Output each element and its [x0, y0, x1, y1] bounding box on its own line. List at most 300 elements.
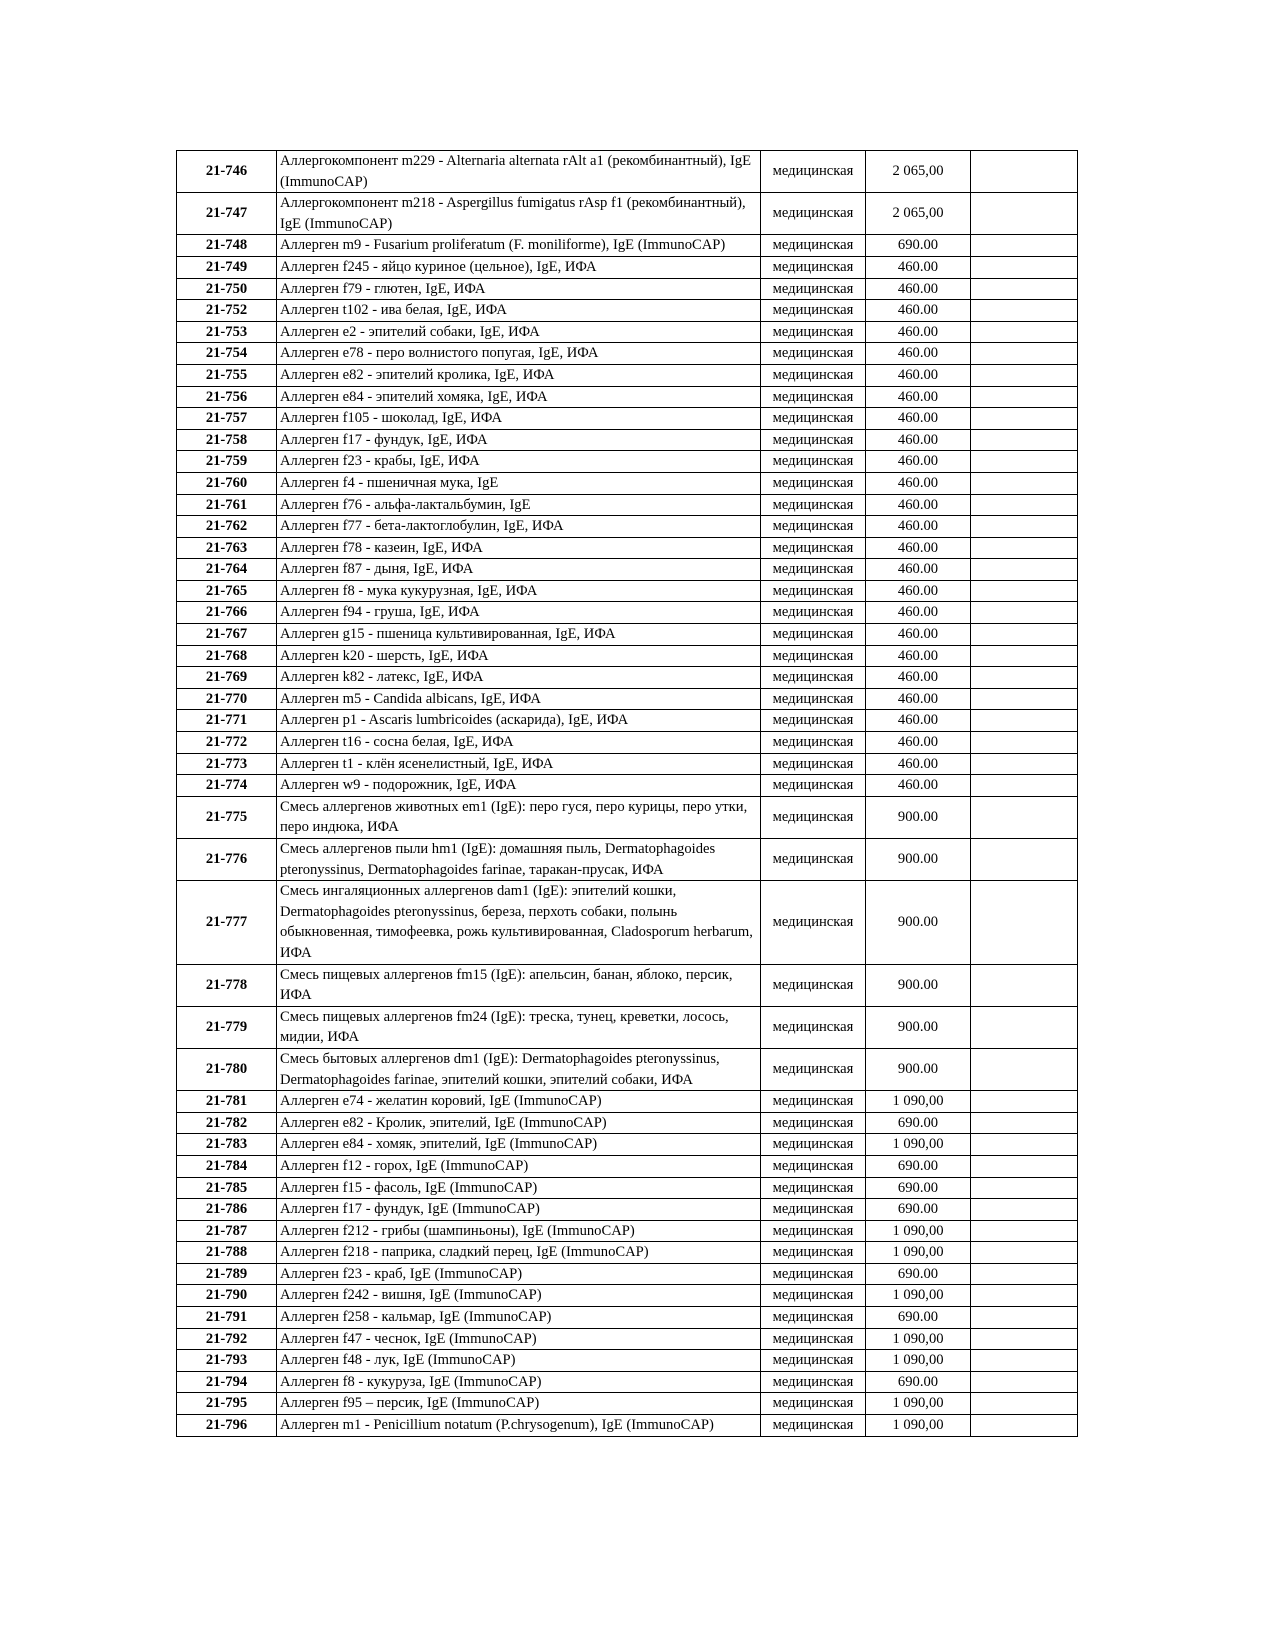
- service-category: медицинская: [761, 1371, 866, 1393]
- table-row: [177, 775, 1078, 797]
- empty-cell: [971, 1220, 1078, 1242]
- service-category: медицинская: [761, 1285, 866, 1307]
- table-row: [177, 1112, 1078, 1134]
- table-row: [177, 1177, 1078, 1199]
- service-category: медицинская: [761, 964, 866, 1006]
- table-row: [177, 537, 1078, 559]
- empty-cell: [971, 408, 1078, 430]
- empty-cell: [971, 516, 1078, 538]
- service-price: 900.00: [866, 964, 971, 1006]
- service-price: 900.00: [866, 1048, 971, 1090]
- service-name: Аллерген m5 - Candida albicans, IgE, ИФА: [277, 688, 761, 710]
- service-category: медицинская: [761, 710, 866, 732]
- service-category: медицинская: [761, 1415, 866, 1437]
- empty-cell: [971, 1307, 1078, 1329]
- service-code: 21-755: [177, 364, 277, 386]
- service-code: 21-770: [177, 688, 277, 710]
- service-category: медицинская: [761, 408, 866, 430]
- service-category: медицинская: [761, 1328, 866, 1350]
- table-row: [177, 235, 1078, 257]
- service-category: медицинская: [761, 343, 866, 365]
- service-name: Смесь пищевых аллергенов fm24 (IgE): треска, тунец, креветки, лосось, мидии, ИФА: [277, 1006, 761, 1048]
- service-code: 21-789: [177, 1263, 277, 1285]
- service-code: 21-767: [177, 624, 277, 646]
- service-category: медицинская: [761, 602, 866, 624]
- service-name: Аллерген e84 - хомяк, эпителий, IgE (ImmunoCAP): [277, 1134, 761, 1156]
- price-table-body: [177, 151, 1078, 1437]
- empty-cell: [971, 1393, 1078, 1415]
- service-code: 21-760: [177, 472, 277, 494]
- service-category: медицинская: [761, 1112, 866, 1134]
- service-code: 21-786: [177, 1199, 277, 1221]
- service-price: 460.00: [866, 494, 971, 516]
- empty-cell: [971, 775, 1078, 797]
- service-name: Аллерген f8 - мука кукурузная, IgE, ИФА: [277, 580, 761, 602]
- service-category: медицинская: [761, 472, 866, 494]
- service-name: Аллерген k20 - шерсть, IgE, ИФА: [277, 645, 761, 667]
- service-price: 460.00: [866, 775, 971, 797]
- service-category: медицинская: [761, 688, 866, 710]
- service-name: Аллерген m9 - Fusarium proliferatum (F. moniliforme), IgE (ImmunoCAP): [277, 235, 761, 257]
- service-price: 460.00: [866, 451, 971, 473]
- service-name: Аллергокомпонент m218 - Aspergillus fumigatus rAsp f1 (рекомбинантный), IgE (ImmunoCAP): [277, 193, 761, 235]
- service-code: 21-756: [177, 386, 277, 408]
- service-name: Аллерген e2 - эпителий собаки, IgE, ИФА: [277, 321, 761, 343]
- table-row: [177, 321, 1078, 343]
- service-category: медицинская: [761, 429, 866, 451]
- table-row: [177, 1006, 1078, 1048]
- price-list-sheet: [176, 150, 1077, 1437]
- service-price: 460.00: [866, 256, 971, 278]
- empty-cell: [971, 278, 1078, 300]
- service-price: 460.00: [866, 624, 971, 646]
- table-row: [177, 1415, 1078, 1437]
- empty-cell: [971, 732, 1078, 754]
- service-name: Смесь бытовых аллергенов dm1 (IgE): Dermatophagoides pteronyssinus, Dermatophagoides farinae, эпителий кошки, эпителий собаки, ИФА: [277, 1048, 761, 1090]
- service-price: 2 065,00: [866, 193, 971, 235]
- service-name: Аллерген f95 – персик, IgE (ImmunoCAP): [277, 1393, 761, 1415]
- empty-cell: [971, 1177, 1078, 1199]
- service-code: 21-787: [177, 1220, 277, 1242]
- service-code: 21-754: [177, 343, 277, 365]
- service-code: 21-788: [177, 1242, 277, 1264]
- table-row: [177, 1393, 1078, 1415]
- service-code: 21-774: [177, 775, 277, 797]
- service-code: 21-753: [177, 321, 277, 343]
- service-code: 21-758: [177, 429, 277, 451]
- service-code: 21-796: [177, 1415, 277, 1437]
- service-name: Аллерген f4 - пшеничная мука, IgE: [277, 472, 761, 494]
- table-row: [177, 1220, 1078, 1242]
- service-category: медицинская: [761, 386, 866, 408]
- service-name: Аллерген e82 - Кролик, эпителий, IgE (ImmunoCAP): [277, 1112, 761, 1134]
- empty-cell: [971, 624, 1078, 646]
- empty-cell: [971, 343, 1078, 365]
- table-row: [177, 710, 1078, 732]
- service-category: медицинская: [761, 796, 866, 838]
- service-name: Аллерген f242 - вишня, IgE (ImmunoCAP): [277, 1285, 761, 1307]
- empty-cell: [971, 472, 1078, 494]
- empty-cell: [971, 256, 1078, 278]
- service-name: Аллерген f218 - паприка, сладкий перец, IgE (ImmunoCAP): [277, 1242, 761, 1264]
- service-category: медицинская: [761, 537, 866, 559]
- service-price: 900.00: [866, 1006, 971, 1048]
- service-name: Аллерген f94 - груша, IgE, ИФА: [277, 602, 761, 624]
- service-code: 21-762: [177, 516, 277, 538]
- service-category: медицинская: [761, 1199, 866, 1221]
- empty-cell: [971, 1048, 1078, 1090]
- service-category: медицинская: [761, 278, 866, 300]
- service-code: 21-776: [177, 839, 277, 881]
- service-price: 690.00: [866, 1155, 971, 1177]
- table-row: [177, 624, 1078, 646]
- service-code: 21-771: [177, 710, 277, 732]
- service-category: медицинская: [761, 1350, 866, 1372]
- empty-cell: [971, 537, 1078, 559]
- service-code: 21-766: [177, 602, 277, 624]
- service-category: медицинская: [761, 645, 866, 667]
- service-price: 460.00: [866, 710, 971, 732]
- service-name: Аллерген f48 - лук, IgE (ImmunoCAP): [277, 1350, 761, 1372]
- empty-cell: [971, 1006, 1078, 1048]
- service-code: 21-785: [177, 1177, 277, 1199]
- service-category: медицинская: [761, 881, 866, 964]
- service-name: Аллерген f212 - грибы (шампиньоны), IgE (ImmunoCAP): [277, 1220, 761, 1242]
- service-name: Аллерген t1 - клён ясенелистный, IgE, ИФА: [277, 753, 761, 775]
- service-name: Аллергокомпонент m229 - Alternaria alternata rAlt a1 (рекомбинантный), IgE (ImmunoCAP): [277, 151, 761, 193]
- table-row: [177, 429, 1078, 451]
- empty-cell: [971, 193, 1078, 235]
- table-row: [177, 364, 1078, 386]
- table-row: [177, 688, 1078, 710]
- service-category: медицинская: [761, 559, 866, 581]
- table-row: [177, 732, 1078, 754]
- empty-cell: [971, 559, 1078, 581]
- service-name: Аллерген f79 - глютен, IgE, ИФА: [277, 278, 761, 300]
- table-row: [177, 1091, 1078, 1113]
- service-category: медицинская: [761, 1393, 866, 1415]
- service-price: 460.00: [866, 559, 971, 581]
- table-row: [177, 386, 1078, 408]
- service-price: 460.00: [866, 645, 971, 667]
- table-row: [177, 796, 1078, 838]
- service-category: медицинская: [761, 839, 866, 881]
- service-category: медицинская: [761, 1091, 866, 1113]
- empty-cell: [971, 1350, 1078, 1372]
- service-category: медицинская: [761, 151, 866, 193]
- table-row: [177, 193, 1078, 235]
- service-price: 460.00: [866, 408, 971, 430]
- table-row: [177, 343, 1078, 365]
- empty-cell: [971, 1328, 1078, 1350]
- service-name: Аллерген f23 - краб, IgE (ImmunoCAP): [277, 1263, 761, 1285]
- service-code: 21-748: [177, 235, 277, 257]
- table-row: [177, 667, 1078, 689]
- service-name: Аллерген f47 - чеснок, IgE (ImmunoCAP): [277, 1328, 761, 1350]
- table-row: [177, 1242, 1078, 1264]
- service-price: 460.00: [866, 386, 971, 408]
- table-row: [177, 1048, 1078, 1090]
- service-price: 460.00: [866, 472, 971, 494]
- service-price: 1 090,00: [866, 1393, 971, 1415]
- empty-cell: [971, 688, 1078, 710]
- table-row: [177, 1263, 1078, 1285]
- service-code: 21-794: [177, 1371, 277, 1393]
- table-row: [177, 1155, 1078, 1177]
- empty-cell: [971, 645, 1078, 667]
- service-code: 21-790: [177, 1285, 277, 1307]
- empty-cell: [971, 1263, 1078, 1285]
- service-code: 21-781: [177, 1091, 277, 1113]
- service-price: 690.00: [866, 1199, 971, 1221]
- table-row: [177, 451, 1078, 473]
- service-price: 1 090,00: [866, 1220, 971, 1242]
- empty-cell: [971, 494, 1078, 516]
- empty-cell: [971, 1371, 1078, 1393]
- table-row: [177, 559, 1078, 581]
- service-price: 460.00: [866, 732, 971, 754]
- table-row: [177, 256, 1078, 278]
- service-category: медицинская: [761, 1155, 866, 1177]
- service-name: Аллерген f12 - горох, IgE (ImmunoCAP): [277, 1155, 761, 1177]
- service-code: 21-783: [177, 1134, 277, 1156]
- service-name: Аллерген f17 - фундук, IgE (ImmunoCAP): [277, 1199, 761, 1221]
- service-price: 460.00: [866, 580, 971, 602]
- empty-cell: [971, 151, 1078, 193]
- service-name: Смесь ингаляционных аллергенов dam1 (IgE): эпителий кошки, Dermatophagoides pteronyssinus, береза, перхоть собаки, полынь обыкновенная, тимофеевка, рожь культивированная, Cladosporum herbarum, ИФА: [277, 881, 761, 964]
- service-code: 21-779: [177, 1006, 277, 1048]
- table-row: [177, 645, 1078, 667]
- service-name: Аллерген e82 - эпителий кролика, IgE, ИФА: [277, 364, 761, 386]
- table-row: [177, 839, 1078, 881]
- service-price: 900.00: [866, 839, 971, 881]
- table-row: [177, 1285, 1078, 1307]
- service-name: Аллерген w9 - подорожник, IgE, ИФА: [277, 775, 761, 797]
- service-category: медицинская: [761, 580, 866, 602]
- empty-cell: [971, 364, 1078, 386]
- service-price: 1 090,00: [866, 1350, 971, 1372]
- table-row: [177, 1350, 1078, 1372]
- service-code: 21-792: [177, 1328, 277, 1350]
- service-price: 690.00: [866, 1177, 971, 1199]
- service-name: Аллерген f87 - дыня, IgE, ИФА: [277, 559, 761, 581]
- service-name: Аллерген t102 - ива белая, IgE, ИФА: [277, 300, 761, 322]
- service-name: Аллерген e74 - желатин коровий, IgE (ImmunoCAP): [277, 1091, 761, 1113]
- empty-cell: [971, 580, 1078, 602]
- service-code: 21-765: [177, 580, 277, 602]
- service-category: медицинская: [761, 775, 866, 797]
- empty-cell: [971, 796, 1078, 838]
- service-category: медицинская: [761, 193, 866, 235]
- service-price: 2 065,00: [866, 151, 971, 193]
- service-code: 21-775: [177, 796, 277, 838]
- service-name: Аллерген p1 - Ascaris lumbricoides (аскарида), IgE, ИФА: [277, 710, 761, 732]
- service-code: 21-795: [177, 1393, 277, 1415]
- service-category: медицинская: [761, 1134, 866, 1156]
- empty-cell: [971, 429, 1078, 451]
- table-row: [177, 881, 1078, 964]
- service-code: 21-746: [177, 151, 277, 193]
- service-price: 460.00: [866, 667, 971, 689]
- service-name: Аллерген f105 - шоколад, IgE, ИФА: [277, 408, 761, 430]
- service-price: 1 090,00: [866, 1285, 971, 1307]
- service-price: 460.00: [866, 537, 971, 559]
- service-category: медицинская: [761, 451, 866, 473]
- table-row: [177, 494, 1078, 516]
- service-category: медицинская: [761, 1048, 866, 1090]
- service-price: 900.00: [866, 881, 971, 964]
- empty-cell: [971, 964, 1078, 1006]
- table-row: [177, 1328, 1078, 1350]
- empty-cell: [971, 1091, 1078, 1113]
- service-category: медицинская: [761, 235, 866, 257]
- service-category: медицинская: [761, 1177, 866, 1199]
- table-row: [177, 602, 1078, 624]
- service-name: Аллерген f23 - крабы, IgE, ИФА: [277, 451, 761, 473]
- empty-cell: [971, 667, 1078, 689]
- service-name: Аллерген f78 - казеин, IgE, ИФА: [277, 537, 761, 559]
- service-price: 460.00: [866, 364, 971, 386]
- empty-cell: [971, 451, 1078, 473]
- service-name: Аллерген e78 - перо волнистого попугая, IgE, ИФА: [277, 343, 761, 365]
- service-price: 1 090,00: [866, 1091, 971, 1113]
- service-code: 21-759: [177, 451, 277, 473]
- service-price: 460.00: [866, 602, 971, 624]
- service-name: Смесь аллергенов пыли hm1 (IgE): домашняя пыль, Dermatophagoides pteronyssinus, Dermatophagoides farinae, таракан-прусак, ИФА: [277, 839, 761, 881]
- service-price: 690.00: [866, 1307, 971, 1329]
- table-row: [177, 516, 1078, 538]
- service-code: 21-778: [177, 964, 277, 1006]
- service-category: медицинская: [761, 1220, 866, 1242]
- service-category: медицинская: [761, 300, 866, 322]
- service-code: 21-764: [177, 559, 277, 581]
- table-row: [177, 151, 1078, 193]
- service-category: медицинская: [761, 256, 866, 278]
- service-category: медицинская: [761, 1242, 866, 1264]
- empty-cell: [971, 710, 1078, 732]
- service-category: медицинская: [761, 753, 866, 775]
- service-name: Аллерген f76 - альфа-лактальбумин, IgE: [277, 494, 761, 516]
- service-code: 21-773: [177, 753, 277, 775]
- service-name: Смесь пищевых аллергенов fm15 (IgE): апельсин, банан, яблоко, персик, ИФА: [277, 964, 761, 1006]
- service-price: 690.00: [866, 235, 971, 257]
- service-price: 460.00: [866, 429, 971, 451]
- service-name: Аллерген k82 - латекс, IgE, ИФА: [277, 667, 761, 689]
- service-code: 21-749: [177, 256, 277, 278]
- table-row: [177, 278, 1078, 300]
- service-name: Аллерген f17 - фундук, IgE, ИФА: [277, 429, 761, 451]
- table-row: [177, 1134, 1078, 1156]
- service-price: 1 090,00: [866, 1328, 971, 1350]
- empty-cell: [971, 1155, 1078, 1177]
- service-category: медицинская: [761, 494, 866, 516]
- service-price: 690.00: [866, 1112, 971, 1134]
- service-code: 21-793: [177, 1350, 277, 1372]
- service-name: Аллерген f245 - яйцо куриное (цельное), IgE, ИФА: [277, 256, 761, 278]
- empty-cell: [971, 1285, 1078, 1307]
- service-price: 690.00: [866, 1371, 971, 1393]
- table-row: [177, 408, 1078, 430]
- table-row: [177, 300, 1078, 322]
- empty-cell: [971, 1134, 1078, 1156]
- service-price: 460.00: [866, 321, 971, 343]
- service-code: 21-780: [177, 1048, 277, 1090]
- service-category: медицинская: [761, 732, 866, 754]
- service-price: 460.00: [866, 343, 971, 365]
- empty-cell: [971, 1199, 1078, 1221]
- service-code: 21-769: [177, 667, 277, 689]
- service-price: 460.00: [866, 516, 971, 538]
- service-price: 1 090,00: [866, 1134, 971, 1156]
- empty-cell: [971, 1415, 1078, 1437]
- service-name: Аллерген e84 - эпителий хомяка, IgE, ИФА: [277, 386, 761, 408]
- service-name: Аллерген f8 - кукуруза, IgE (ImmunoCAP): [277, 1371, 761, 1393]
- service-price: 460.00: [866, 688, 971, 710]
- service-name: Аллерген f258 - кальмар, IgE (ImmunoCAP): [277, 1307, 761, 1329]
- empty-cell: [971, 839, 1078, 881]
- service-code: 21-747: [177, 193, 277, 235]
- empty-cell: [971, 386, 1078, 408]
- table-row: [177, 1199, 1078, 1221]
- service-name: Смесь аллергенов животных em1 (IgE): перо гуся, перо курицы, перо утки, перо индюка, ИФА: [277, 796, 761, 838]
- service-name: Аллерген f77 - бета-лактоглобулин, IgE, ИФА: [277, 516, 761, 538]
- service-name: Аллерген g15 - пшеница культивированная, IgE, ИФА: [277, 624, 761, 646]
- table-row: [177, 472, 1078, 494]
- empty-cell: [971, 753, 1078, 775]
- service-category: медицинская: [761, 1006, 866, 1048]
- service-price: 1 090,00: [866, 1415, 971, 1437]
- service-price: 900.00: [866, 796, 971, 838]
- empty-cell: [971, 1112, 1078, 1134]
- table-row: [177, 1371, 1078, 1393]
- service-price: 1 090,00: [866, 1242, 971, 1264]
- service-name: Аллерген f15 - фасоль, IgE (ImmunoCAP): [277, 1177, 761, 1199]
- service-code: 21-784: [177, 1155, 277, 1177]
- table-row: [177, 580, 1078, 602]
- service-name: Аллерген m1 - Penicillium notatum (P.chrysogenum), IgE (ImmunoCAP): [277, 1415, 761, 1437]
- empty-cell: [971, 321, 1078, 343]
- service-category: медицинская: [761, 1307, 866, 1329]
- empty-cell: [971, 235, 1078, 257]
- service-category: медицинская: [761, 516, 866, 538]
- service-name: Аллерген t16 - сосна белая, IgE, ИФА: [277, 732, 761, 754]
- service-code: 21-750: [177, 278, 277, 300]
- service-price: 690.00: [866, 1263, 971, 1285]
- service-category: медицинская: [761, 667, 866, 689]
- price-table: [176, 150, 1078, 1437]
- service-category: медицинская: [761, 1263, 866, 1285]
- service-price: 460.00: [866, 278, 971, 300]
- service-code: 21-761: [177, 494, 277, 516]
- service-code: 21-782: [177, 1112, 277, 1134]
- empty-cell: [971, 300, 1078, 322]
- table-row: [177, 1307, 1078, 1329]
- table-row: [177, 964, 1078, 1006]
- service-code: 21-791: [177, 1307, 277, 1329]
- empty-cell: [971, 1242, 1078, 1264]
- service-price: 460.00: [866, 300, 971, 322]
- service-code: 21-763: [177, 537, 277, 559]
- service-category: медицинская: [761, 624, 866, 646]
- service-category: медицинская: [761, 321, 866, 343]
- table-row: [177, 753, 1078, 775]
- service-code: 21-752: [177, 300, 277, 322]
- service-code: 21-772: [177, 732, 277, 754]
- service-code: 21-768: [177, 645, 277, 667]
- service-code: 21-777: [177, 881, 277, 964]
- service-price: 460.00: [866, 753, 971, 775]
- service-code: 21-757: [177, 408, 277, 430]
